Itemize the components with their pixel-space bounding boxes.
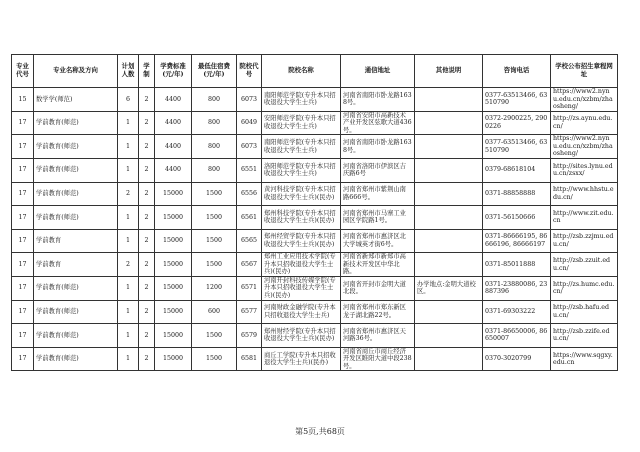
cell-school-code: 6565: [237, 229, 262, 253]
cell-years: 2: [139, 206, 155, 230]
cell-code: 17: [12, 229, 34, 253]
cell-tuition: 15000: [155, 182, 192, 206]
cell-website: http://sites.lynu.edu.cn/zsxx/: [551, 158, 618, 182]
cell-school-code: 6073: [237, 135, 262, 159]
table-row: [12, 158, 618, 182]
cell-website: http://zsb.zzife.edu.cn/: [551, 324, 618, 348]
cell-school-name: 南阳师范学院(专升本只招收退役大学生士兵): [262, 135, 341, 159]
cell-dorm: 600: [192, 300, 237, 324]
table-row: [12, 276, 618, 300]
admissions-table: [11, 54, 618, 371]
cell-phone: 0377-63513466, 63510790: [483, 88, 551, 112]
table-row: [12, 229, 618, 253]
header-years: 学制: [139, 55, 155, 88]
cell-school-name: 南阳师范学院(专升本只招收退役大学生士兵): [262, 88, 341, 112]
table-row: [12, 206, 618, 230]
cell-notes: [415, 88, 483, 112]
cell-phone: 0371-88858888: [483, 182, 551, 206]
cell-tuition: 15000: [155, 347, 192, 371]
header-notes: 其他说明: [415, 55, 483, 88]
cell-years: 2: [139, 347, 155, 371]
cell-tuition: 15000: [155, 276, 192, 300]
cell-major-name: 学前教育(师范): [34, 324, 118, 348]
cell-years: 2: [139, 229, 155, 253]
cell-website: https://www2.nynu.edu.cn/xzbm/zhaosheng/: [551, 135, 618, 159]
cell-address: 河南省商丘市商丘经济开发区睢阳大道中段238号。: [341, 347, 415, 371]
cell-notes: [415, 324, 483, 348]
cell-address: 河南省新郑市新郑市高新技术开发区中华北路。: [341, 253, 415, 277]
cell-years: 2: [139, 324, 155, 348]
cell-website: http://zs.aynu.edu.cn/: [551, 111, 618, 135]
cell-plan: 1: [118, 158, 139, 182]
cell-major-name: 学前教育(师范): [34, 347, 118, 371]
cell-major-name: 学前教育: [34, 253, 118, 277]
cell-plan: 1: [118, 206, 139, 230]
table-row: [12, 88, 618, 112]
cell-plan: 2: [118, 253, 139, 277]
cell-code: 17: [12, 324, 34, 348]
cell-phone: 0371-69303222: [483, 300, 551, 324]
cell-school-name: 安阳师范学院(专升本只招收退役大学生士兵): [262, 111, 341, 135]
cell-tuition: 4400: [155, 158, 192, 182]
cell-dorm: 1500: [192, 253, 237, 277]
header-school-code: 院校代号: [237, 55, 262, 88]
cell-phone: 0371-86650006, 86650007: [483, 324, 551, 348]
table-row: [12, 182, 618, 206]
cell-school-code: 6551: [237, 158, 262, 182]
table-row: [12, 300, 618, 324]
cell-dorm: 1500: [192, 229, 237, 253]
cell-address: 河南省郑州市郑东新区龙子湖北路22号。: [341, 300, 415, 324]
cell-school-code: 6581: [237, 347, 262, 371]
cell-notes: 办学地点:金明大道校区。: [415, 276, 483, 300]
cell-tuition: 15000: [155, 229, 192, 253]
cell-years: 2: [139, 88, 155, 112]
cell-phone: 0379-68618104: [483, 158, 551, 182]
header-phone: 咨询电话: [483, 55, 551, 88]
header-dorm: 最低住宿费(元/年): [192, 55, 237, 88]
cell-plan: 1: [118, 111, 139, 135]
header-tuition: 学费标准(元/年): [155, 55, 192, 88]
cell-major-name: 学前教育(师范): [34, 182, 118, 206]
cell-school-name: 河南财政金融学院(专升本只招收退役大学生士兵): [262, 300, 341, 324]
cell-website: http://www.zit.edu.cn: [551, 206, 618, 230]
cell-years: 2: [139, 253, 155, 277]
header-name: 专业名称及方向: [34, 55, 118, 88]
cell-dorm: 1500: [192, 206, 237, 230]
cell-plan: 1: [118, 324, 139, 348]
cell-tuition: 15000: [155, 300, 192, 324]
cell-address: 河南省安阳市高新技术产业开发区弦歌大道436号。: [341, 111, 415, 135]
cell-years: 2: [139, 111, 155, 135]
cell-phone: 0371-56150666: [483, 206, 551, 230]
cell-address: 河南省洛阳市伊滨区吉庆路6号: [341, 158, 415, 182]
header-website: 学校公布招生章程网址: [551, 55, 618, 88]
cell-phone: 0370-3020799: [483, 347, 551, 371]
table-header-row: [12, 55, 618, 88]
cell-major-name: 学前教育(师范): [34, 111, 118, 135]
cell-dorm: 1500: [192, 324, 237, 348]
cell-code: 17: [12, 206, 34, 230]
cell-plan: 2: [118, 182, 139, 206]
cell-code: 17: [12, 135, 34, 159]
cell-school-name: 郑州财经学院(专升本只招收退役大学生士兵)(民办): [262, 324, 341, 348]
cell-website: https://www.sqgxy.edu.cn: [551, 347, 618, 371]
cell-tuition: 15000: [155, 324, 192, 348]
table-row: [12, 347, 618, 371]
cell-website: http://zsb.zzuit.edu.cn/: [551, 253, 618, 277]
cell-school-name: 商丘工学院(专升本只招收退役大学生士兵)(民办): [262, 347, 341, 371]
cell-dorm: 800: [192, 111, 237, 135]
cell-website: http://zsb.zzjmu.edu.cn/: [551, 229, 618, 253]
cell-address: 河南省南阳市卧龙路1638号。: [341, 88, 415, 112]
header-school-name: 院校名称: [262, 55, 341, 88]
cell-code: 17: [12, 276, 34, 300]
page-number: 第5页,共68页: [295, 427, 345, 436]
cell-major-name: 学前教育(师范): [34, 300, 118, 324]
cell-code: 17: [12, 347, 34, 371]
cell-school-name: 黄河科技学院(专升本只招收退役大学生士兵)(民办): [262, 182, 341, 206]
cell-dorm: 1200: [192, 276, 237, 300]
cell-phone: 0371-86666195, 86666196, 86666197: [483, 229, 551, 253]
cell-tuition: 15000: [155, 253, 192, 277]
cell-tuition: 15000: [155, 206, 192, 230]
cell-address: 河南省开封市金明大道北段。: [341, 276, 415, 300]
cell-school-code: 6567: [237, 253, 262, 277]
header-plan: 计划人数: [118, 55, 139, 88]
cell-school-code: 6049: [237, 111, 262, 135]
cell-address: 河南省南阳市卧龙路1638号。: [341, 135, 415, 159]
cell-school-code: 6579: [237, 324, 262, 348]
cell-dorm: 800: [192, 135, 237, 159]
cell-major-name: 学前教育(师范): [34, 158, 118, 182]
cell-notes: [415, 229, 483, 253]
cell-major-name: 学前教育(师范): [34, 276, 118, 300]
cell-notes: [415, 158, 483, 182]
cell-major-name: 数学学(师范): [34, 88, 118, 112]
cell-website: https://www2.nynu.edu.cn/xzbm/zhaosheng/: [551, 88, 618, 112]
cell-major-name: 学前教育(师范): [34, 135, 118, 159]
cell-years: 2: [139, 300, 155, 324]
cell-years: 2: [139, 182, 155, 206]
cell-school-name: 郑州经贸学院(专升本只招收退役大学生士兵)(民办): [262, 229, 341, 253]
table-row: [12, 324, 618, 348]
header-code: 专业代号: [12, 55, 34, 88]
cell-school-name: 郑州工业应用技术学院(专升本只招收退役大学生士兵)(民办): [262, 253, 341, 277]
cell-code: 15: [12, 88, 34, 112]
table-row: [12, 135, 618, 159]
cell-school-name: 郑州科技学院(专升本只招收退役大学生士兵)(民办): [262, 206, 341, 230]
cell-major-name: 学前教育: [34, 229, 118, 253]
cell-code: 17: [12, 182, 34, 206]
cell-notes: [415, 253, 483, 277]
cell-notes: [415, 111, 483, 135]
cell-code: 17: [12, 158, 34, 182]
cell-website: http://zs.humc.edu.cn/: [551, 276, 618, 300]
cell-notes: [415, 182, 483, 206]
cell-school-code: 6561: [237, 206, 262, 230]
cell-phone: 0371-23880086, 23887396: [483, 276, 551, 300]
cell-plan: 1: [118, 300, 139, 324]
table-row: [12, 111, 618, 135]
cell-school-code: 6577: [237, 300, 262, 324]
header-address: 通信地址: [341, 55, 415, 88]
cell-notes: [415, 300, 483, 324]
cell-notes: [415, 135, 483, 159]
cell-dorm: 1500: [192, 347, 237, 371]
cell-code: 17: [12, 300, 34, 324]
cell-plan: 1: [118, 229, 139, 253]
cell-phone: 0371-85011888: [483, 253, 551, 277]
table-row: [12, 253, 618, 277]
cell-school-code: 6073: [237, 88, 262, 112]
cell-school-name: 河南开封科技传媒学院(专升本只招收退役大学生士兵)(民办): [262, 276, 341, 300]
cell-phone: 0372-2900225, 2900226: [483, 111, 551, 135]
cell-address: 河南省郑州市马寨工业园区学院路1号。: [341, 206, 415, 230]
cell-dorm: 800: [192, 158, 237, 182]
cell-school-code: 6556: [237, 182, 262, 206]
cell-website: http://www.hhstu.edu.cn/: [551, 182, 618, 206]
cell-plan: 1: [118, 135, 139, 159]
cell-tuition: 4400: [155, 88, 192, 112]
cell-major-name: 学前教育(师范): [34, 206, 118, 230]
cell-code: 17: [12, 111, 34, 135]
cell-school-code: 6571: [237, 276, 262, 300]
cell-tuition: 4400: [155, 111, 192, 135]
cell-code: 17: [12, 253, 34, 277]
cell-phone: 0377-63513466, 63510790: [483, 135, 551, 159]
cell-notes: [415, 206, 483, 230]
cell-website: http://zsb.hafu.edu.cn/: [551, 300, 618, 324]
cell-plan: 1: [118, 347, 139, 371]
cell-address: 河南省郑州市惠济区天河路36号。: [341, 324, 415, 348]
cell-dorm: 800: [192, 88, 237, 112]
cell-years: 2: [139, 158, 155, 182]
cell-school-name: 洛阳师范学院(专升本只招收退役大学生士兵): [262, 158, 341, 182]
cell-notes: [415, 347, 483, 371]
cell-years: 2: [139, 135, 155, 159]
cell-plan: 1: [118, 276, 139, 300]
cell-plan: 6: [118, 88, 139, 112]
cell-address: 河南省郑州市惠济区北大学城英才街6号。: [341, 229, 415, 253]
cell-address: 河南省郑州市紫荆山南路666号。: [341, 182, 415, 206]
cell-dorm: 1500: [192, 182, 237, 206]
cell-years: 2: [139, 276, 155, 300]
cell-tuition: 4400: [155, 135, 192, 159]
